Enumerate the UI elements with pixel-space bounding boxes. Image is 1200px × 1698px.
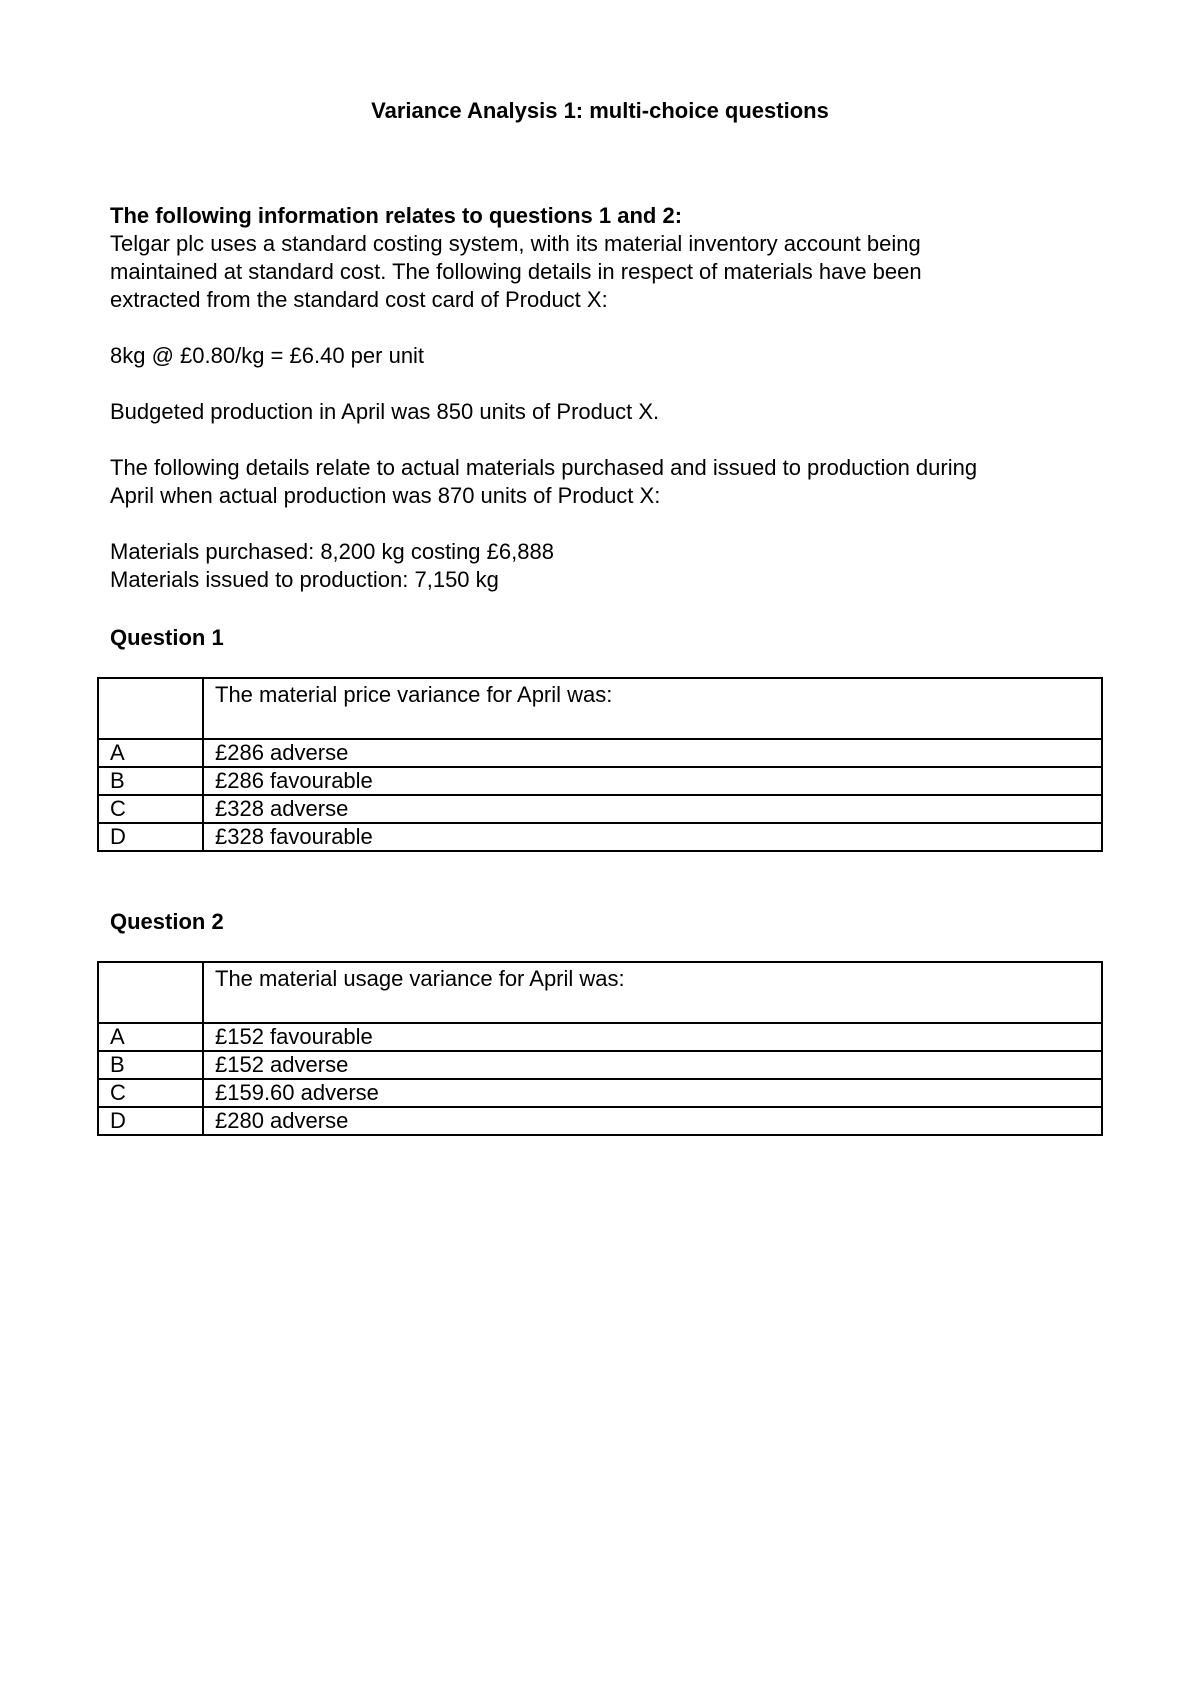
option-letter: B: [98, 1051, 203, 1079]
question-2-table: [97, 961, 1103, 1136]
standard-cost-line: 8kg @ £0.80/kg = £6.40 per unit: [110, 343, 425, 368]
question-1-heading: Question 1: [110, 625, 224, 650]
option-text: £280 adverse: [203, 1107, 1102, 1135]
option-row: [98, 1023, 1102, 1051]
option-text: £328 adverse: [203, 795, 1102, 823]
option-letter: A: [98, 739, 203, 767]
option-row: [98, 823, 1102, 851]
actual-details-line: The following details relate to actual materials purchased and issued to production during: [110, 455, 978, 480]
materials-purchased-line: Materials purchased: 8,200 kg costing £6,888: [110, 539, 554, 564]
option-text: £328 favourable: [203, 823, 1102, 851]
question-stem: The material price variance for April was:: [203, 678, 1102, 739]
empty-cell: [98, 678, 203, 739]
option-text: £152 adverse: [203, 1051, 1102, 1079]
information-block: [110, 202, 1110, 594]
option-row: [98, 739, 1102, 767]
option-letter: B: [98, 767, 203, 795]
materials-issued-line: Materials issued to production: 7,150 kg: [110, 567, 499, 592]
option-text: £286 adverse: [203, 739, 1102, 767]
question-1-table: [97, 677, 1103, 852]
intro-line: maintained at standard cost. The following details in respect of materials have been: [110, 259, 922, 284]
option-text: £286 favourable: [203, 767, 1102, 795]
option-row: [98, 1051, 1102, 1079]
option-letter: A: [98, 1023, 203, 1051]
question-stem: The material usage variance for April was:: [203, 962, 1102, 1023]
actual-details-line: April when actual production was 870 units of Product X:: [110, 483, 661, 508]
option-row: [98, 1079, 1102, 1107]
empty-cell: [98, 962, 203, 1023]
intro-line: Telgar plc uses a standard costing system, with its material inventory account being: [110, 231, 921, 256]
option-text: £152 favourable: [203, 1023, 1102, 1051]
option-row: [98, 795, 1102, 823]
question-2-heading: Question 2: [110, 909, 224, 934]
option-letter: C: [98, 795, 203, 823]
option-letter: C: [98, 1079, 203, 1107]
option-letter: D: [98, 823, 203, 851]
question-stem-row: [98, 678, 1102, 739]
option-row: [98, 1107, 1102, 1135]
question-stem-row: [98, 962, 1102, 1023]
intro-line: extracted from the standard cost card of Product X:: [110, 287, 608, 312]
option-letter: D: [98, 1107, 203, 1135]
option-row: [98, 767, 1102, 795]
option-text: £159.60 adverse: [203, 1079, 1102, 1107]
budgeted-production-line: Budgeted production in April was 850 units of Product X.: [110, 399, 660, 424]
page-title: Variance Analysis 1: multi-choice questions: [371, 98, 829, 123]
intro-heading: The following information relates to questions 1 and 2:: [110, 203, 683, 228]
